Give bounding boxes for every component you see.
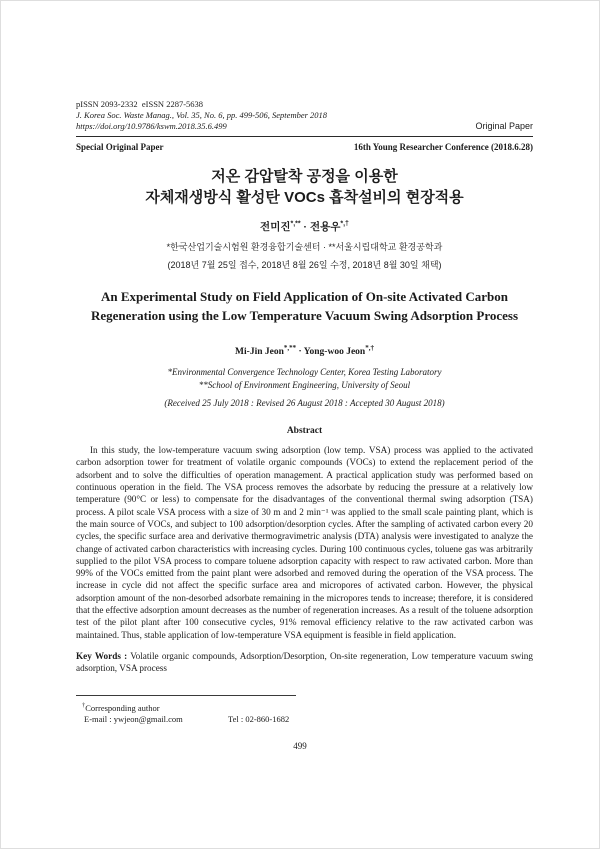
tel-text: Tel : 02-860-1682: [228, 714, 290, 725]
english-title-line1: An Experimental Study on Field Application of On-site Activated Carbon: [101, 289, 508, 304]
abstract-heading: Abstract: [286, 426, 323, 437]
footnote-divider: [76, 695, 296, 696]
english-author-2-affil-mark: *,†: [365, 344, 374, 352]
keywords-label: Key Words :: [76, 650, 128, 661]
section-row: [76, 137, 533, 153]
section-label: Special Original Paper: [76, 142, 164, 152]
korean-authors: [76, 219, 533, 234]
korean-dates: (2018년 7월 25일 접수, 2018년 8월 26일 수정, 2018년 8월 30일 채택): [167, 260, 442, 270]
conference-label: 16th Young Researcher Conference (2018.6.28): [353, 142, 533, 152]
english-author-2: Yong-woo Jeon: [303, 347, 366, 358]
english-affiliation-1: *Environmental Convergence Technology Center, Korea Testing Laboratory: [167, 367, 442, 378]
corresponding-author-line: [76, 700, 306, 714]
korean-author-1: 전미진: [260, 221, 291, 233]
english-author-1: Mi-Jin Jeon: [235, 347, 284, 358]
english-author-separator: ·: [296, 347, 304, 358]
english-affiliations: [76, 366, 533, 391]
english-authors: [76, 344, 533, 357]
issn-line: pISSN 2093-2332 eISSN 2287-5638: [76, 99, 204, 109]
page-content: [76, 99, 533, 675]
corresponding-author-text: Corresponding author: [85, 702, 160, 713]
korean-title-line2: 자체재생방식 활성탄 VOCs 흡착설비의 현장적용: [145, 189, 464, 206]
korean-affiliation: *한국산업기술시험원 환경융합기술센터 · **서울시립대학교 환경공학과: [166, 242, 443, 252]
korean-title-line1: 저온 감압탈착 공정을 이용한: [211, 168, 398, 185]
english-author-1-affil-mark: *,**: [283, 344, 297, 352]
keywords-text: Volatile organic compounds, Adsorption/Desorption, On-site regeneration, Low temperature vacuum swing adsorption, VSA process: [76, 650, 533, 674]
dagger-mark: †: [82, 702, 86, 709]
english-title-line2: Regeneration using the Low Temperature Vacuum Swing Adsorption Process: [90, 307, 519, 323]
contact-line: [76, 714, 306, 726]
paper-type-label: Original Paper: [475, 121, 533, 131]
corresponding-author-footnote: [76, 695, 306, 726]
korean-author-2-affil-mark: *,†: [340, 220, 349, 228]
korean-author-1-affil-mark: *,**: [290, 220, 301, 228]
english-affiliation-2: **School of Environment Engineering, University of Seoul: [198, 379, 411, 390]
korean-title: [76, 166, 533, 208]
korean-author-2: 전용우: [309, 221, 341, 233]
doi-link: https://doi.org/10.9786/kswm.2018.35.6.499: [76, 121, 227, 131]
english-title: [76, 288, 533, 325]
page-number: 499: [293, 741, 307, 751]
email-text: E-mail : ywjeon@gmail.com: [84, 714, 183, 725]
korean-author-separator: ·: [300, 221, 310, 233]
journal-citation-line: J. Korea Soc. Waste Manag., Vol. 35, No. 6, pp. 499-506, September 2018: [76, 110, 328, 120]
keywords-paragraph: [76, 650, 533, 675]
received-revised-accepted: (Received 25 July 2018 : Revised 26 August 2018 : Accepted 30 August 2018): [164, 398, 445, 409]
abstract-body: In this study, the low-temperature vacuum swing adsorption (low temp. VSA) process was applied to the activated carbon adsorption tower for treatment of volatile organic compounds (VOCs) to extend the replacement period of the adsorbent and to solve the difficulties of operation management. A practical application study was performed based on continuous operation in the field. The VSA process removes the adsorbate by reducing the pressure at a relatively low temperature (90°C or less) to compensate for the disadvantages of the conventional thermal swing adsorption (TSA) process. A pilot scale VSA process with a size of 30 m and 2 min⁻¹ was applied to the small scale painting plant, which is the main source of VOCs, and subject to 100 adsorption/desorption cycles. After the sampling of activated carbon every 20 cycles, the specific surface area and derivative thermogravimetric analysis (DTA) analysis were investigated to analyze the change of activated carbon characteristics with increasing cycles. During 100 continuous cycles, toluene gas was arbitrarily supplied to the pilot VSA process to compare toluene adsorption capacity with respect to raw activated carbon. More than 99% of the VOCs emitted from the paint plant were adsorbed and removed during the operation of the VSA process. The increase in cycle did not affect the specific surface area and micropores of activated carbon. However, the physical adsorption amount of the non-desorbed adsorbate remaining in the micropores tends to increase; therefore, it is considered that the effective adsorption amount decreases as the number of regeneration increases. As a result of the toluene adsorption test of the pilot plant after 100 consecutive cycles, 91% removal efficiency relative to the raw activated carbon was maintained. Thus, stable application of low-temperature VSA equipment is feasible in field application.: [76, 445, 533, 640]
doi-row: [76, 121, 533, 132]
